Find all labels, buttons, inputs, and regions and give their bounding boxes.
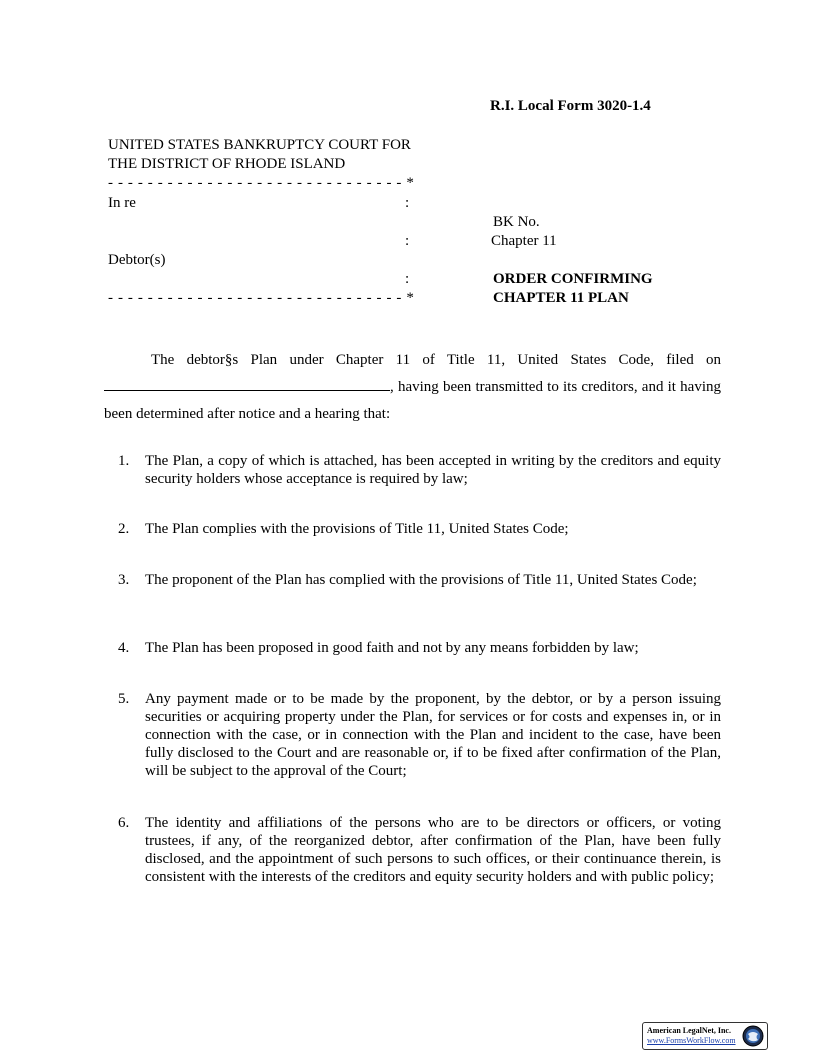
caption-colon-3: : (405, 271, 410, 287)
american-legalnet-logo[interactable] (642, 1022, 768, 1050)
finding-number: 4. (118, 640, 130, 656)
debtor-label: Debtor(s) (108, 252, 166, 268)
intro-paragraph (104, 347, 721, 428)
globe-seal-icon (742, 1025, 764, 1047)
finding-number: 5. (118, 691, 130, 707)
filing-date-blank[interactable] (104, 376, 390, 391)
finding-number: 2. (118, 521, 130, 537)
order-title-line1: ORDER CONFIRMING (493, 271, 653, 287)
intro-text-part2: , having been transmitted to its creditors, and it having been determined after notice and a hearing that: (104, 379, 721, 422)
finding-text: The Plan has been proposed in good faith and not by any means forbidden by law; (145, 640, 639, 656)
court-name-line1: UNITED STATES BANKRUPTCY COURT FOR (108, 137, 411, 153)
logo-company: American LegalNet, Inc. (647, 1026, 731, 1035)
order-title-line2: CHAPTER 11 PLAN (493, 290, 629, 306)
finding-text: The proponent of the Plan has complied with the provisions of Title 11, United States Code; (145, 572, 697, 588)
in-re-label: In re (108, 195, 136, 211)
finding-text: The Plan, a copy of which is attached, has been accepted in writing by the creditors and equity security holders whose acceptance is required by law; (145, 453, 721, 487)
finding-text: The identity and affiliations of the persons who are to be directors or officers, or voting trustees, if any, of the reorganized debtor, after confirmation of the Plan, have been fully disclosed, and the appointment of such persons to such offices, or their continuance therein, is consistent with the interests of the creditors and equity security holders and with public policy; (145, 815, 721, 885)
finding-number: 6. (118, 815, 130, 831)
caption-dash-line-top: - - - - - - - - - - - - - - - - - - - - - - - - - - - - - - * (108, 175, 415, 191)
finding-text: Any payment made or to be made by the proponent, by the debtor, or by a person issuing securities or acquiring property under the Plan, for services or for costs and expenses in, or in connection with the case, or in connection with the Plan and incident to the case, have been fully disclosed to the Court and are reasonable or, if to be fixed after confirmation of the Plan, will be subject to the approval of the Court; (145, 691, 721, 779)
finding-text: The Plan complies with the provisions of Title 11, United States Code; (145, 521, 569, 537)
finding-number: 1. (118, 453, 130, 469)
caption-dash-line-bottom: - - - - - - - - - - - - - - - - - - - - - - - - - - - - - - * (108, 290, 415, 306)
form-id: R.I. Local Form 3020-1.4 (490, 98, 651, 114)
bk-number-label: BK No. (493, 214, 540, 230)
caption-colon-2: : (405, 233, 410, 249)
intro-text-part1: The debtor§s Plan under Chapter 11 of Title 11, United States Code, filed on (151, 352, 721, 368)
finding-number: 3. (118, 572, 130, 588)
logo-url-link[interactable]: www.FormsWorkFlow.com (647, 1036, 736, 1045)
chapter-label: Chapter 11 (491, 233, 557, 249)
caption-colon-1: : (405, 195, 410, 211)
court-name-line2: THE DISTRICT OF RHODE ISLAND (108, 156, 346, 172)
